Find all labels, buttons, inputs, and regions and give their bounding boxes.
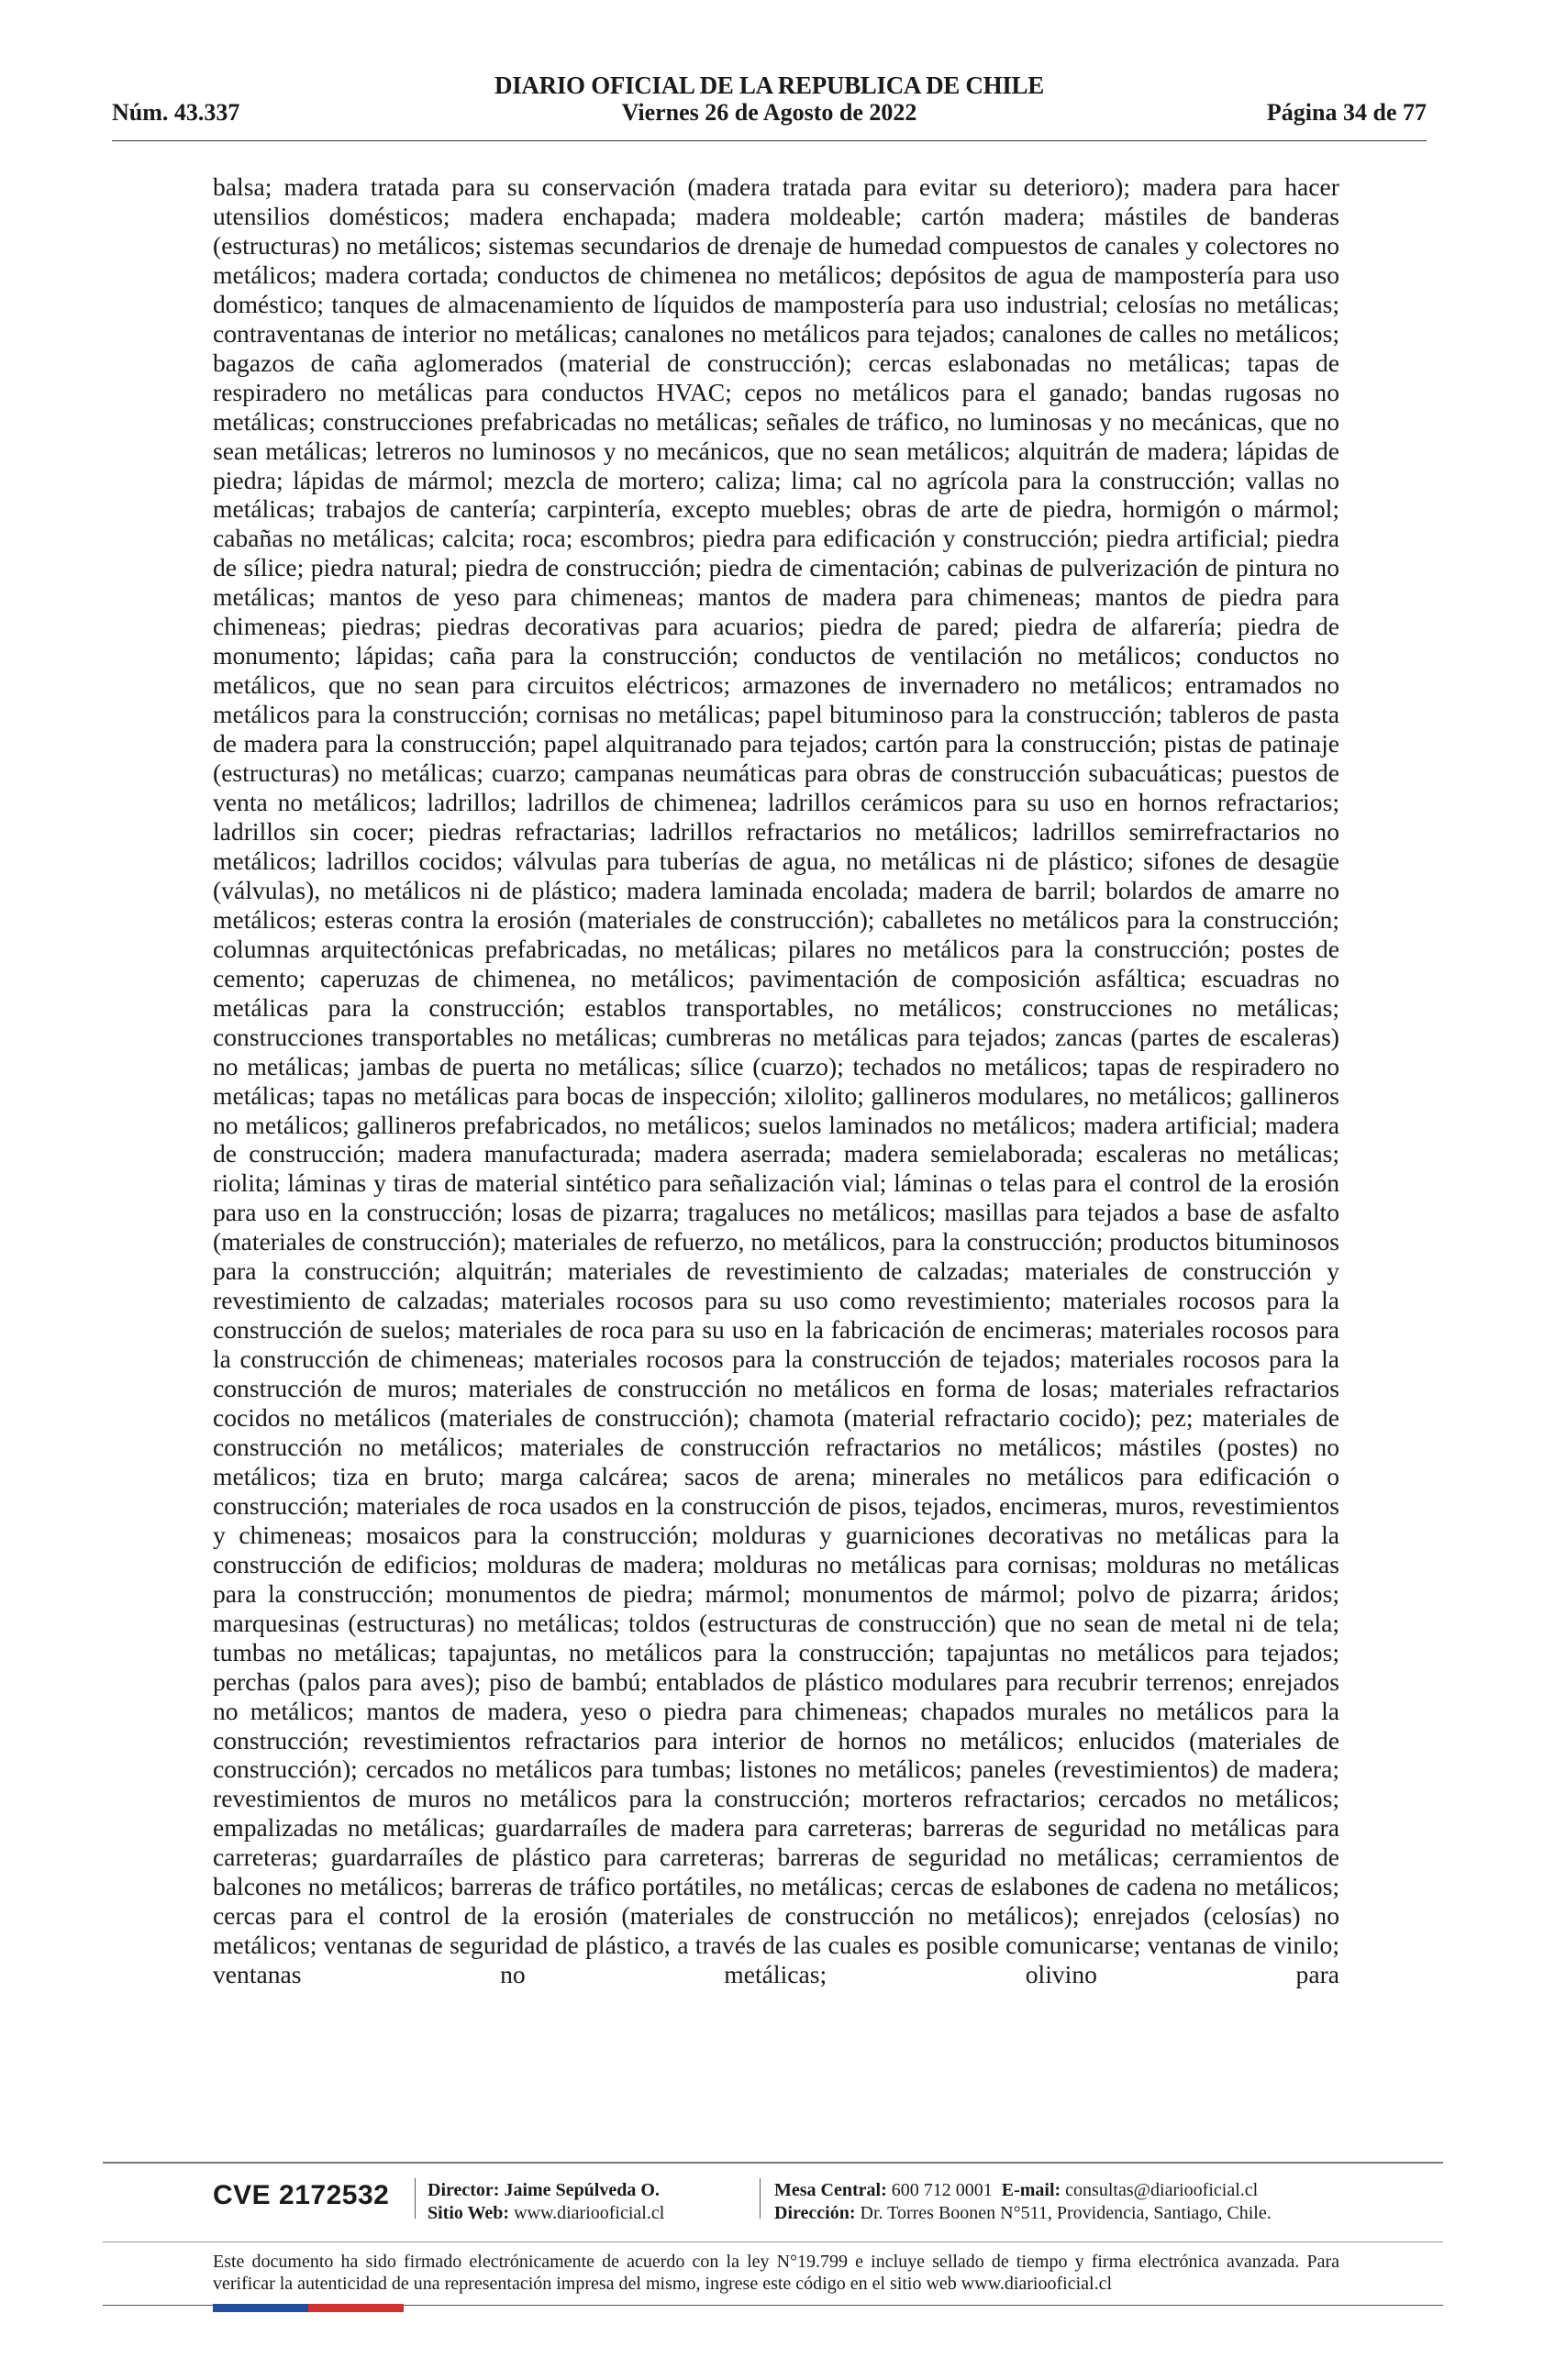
- contact-block: [774, 2179, 1272, 2225]
- footer-divider: [103, 2162, 1443, 2164]
- address-label: Dirección:: [774, 2203, 856, 2223]
- footer-separator: [415, 2178, 416, 2219]
- email-link[interactable]: consultas@diariooficial.cl: [1065, 2180, 1259, 2200]
- phone-number: 600 712 0001: [891, 2180, 993, 2200]
- flag-blue-segment: [213, 2304, 308, 2312]
- email-label: E-mail:: [1001, 2180, 1061, 2200]
- footer-separator: [760, 2178, 761, 2219]
- issue-number: Núm. 43.337: [112, 99, 240, 126]
- cve-code: CVE 2172532: [213, 2180, 390, 2210]
- page-number: Página 34 de 77: [1266, 99, 1427, 126]
- body-paragraph: balsa; madera tratada para su conservación (madera tratada para evitar su deterioro); madera para hacer utensilios domésticos; madera enchapada; madera moldeable; cartón madera; mástiles de banderas (estructuras) no metálicos; sistemas secundarios de drenaje de humedad compuestos de canales y colectores no metálicos; madera cortada; conductos de chimenea no metálicos; depósitos de agua de mampostería para uso doméstico; tanques de almacenamiento de líquidos de mampostería para uso industrial; celosías no metálicas; contraventanas de interior no metálicas; canalones no metálicos para tejados; canalones de calles no metálicos; bagazos de caña aglomerados (material de construcción); cercas eslabonadas no metálicas; tapas de respiradero no metálicas para conductos HVAC; cepos no metálicos para el ganado; bandas rugosas no metálicas; construcciones prefabricadas no metálicas; señales de tráfico, no luminosas y no mecánicas, que no sean metálicas; letreros no luminosos y no mecánicos, que no sean metálicos; alquitrán de madera; lápidas de piedra; lápidas de mármol; mezcla de mortero; caliza; lima; cal no agrícola para la construcción; vallas no metálicas; trabajos de cantería; carpintería, excepto muebles; obras de arte de piedra, hormigón o mármol; cabañas no metálicas; calcita; roca; escombros; piedra para edificación y construcción; piedra artificial; piedra de sílice; piedra natural; piedra de construcción; piedra de cimentación; cabinas de pulverización de pintura no metálicas; mantos de yeso para chimeneas; mantos de madera para chimeneas; mantos de piedra para chimeneas; piedras; piedras decorativas para acuarios; piedra de pared; piedra de alfarería; piedra de monumento; lápidas; caña para la construcción; conductos de ventilación no metálicos; conductos no metálicos, que no sean para circuitos eléctricos; armazones de invernadero no metálicos; entramados no metálicos para la construcción; cornisas no metálicas; papel bituminoso para la construcción; tableros de pasta de madera para la construcción; papel alquitranado para tejados; cartón para la construcción; pistas de patinaje (estructuras) no metálicas; cuarzo; campanas neumáticas para obras de construcción subacuáticas; puestos de venta no metálicos; ladrillos; ladrillos de chimenea; ladrillos cerámicos para su uso en hornos refractarios; ladrillos sin cocer; piedras refractarias; ladrillos refractarios no metálicos; ladrillos semirrefractarios no metálicos; ladrillos cocidos; válvulas para tuberías de agua, no metálicas ni de plástico; sifones de desagüe (válvulas), no metálicos ni de plástico; madera laminada encolada; madera de barril; bolardos de amarre no metálicos; esteras contra la erosión (materiales de construcción); caballetes no metálicos para la construcción; columnas arquitectónicas prefabricadas, no metálicas; pilares no metálicos para la construcción; postes de cemento; caperuzas de chimenea, no metálicos; pavimentación de composición asfáltica; escuadras no metálicas para la construcción; establos transportables, no metálicos; construcciones no metálicas; construcciones transportables no metálicas; cumbreras no metálicas para tejados; zancas (partes de escaleras) no metálicas; jambas de puerta no metálicas; sílice (cuarzo); techados no metálicos; tapas de respiradero no metálicas; tapas no metálicas para bocas de inspección; xilolito; gallineros modulares, no metálicos; gallineros no metálicos; gallineros prefabricados, no metálicos; suelos laminados no metálicos; madera artificial; madera de construcción; madera manufacturada; madera aserrada; madera semielaborada; escaleras no metálicas; riolita; láminas y tiras de material sintético para señalización vial; láminas o telas para el control de la erosión para uso en la construcción; losas de pizarra; tragaluces no metálicos; masillas para tejados a base de asfalto (materiales de construcción); materiales de refuerzo, no metálicos, para la construcción; productos bituminosos para la construcción; alquitrán; materiales de revestimiento de calzadas; materiales de construcción y revestimiento de calzadas; materiales rocosos para su uso como revestimiento; materiales rocosos para la construcción de suelos; materiales de roca para su uso en la fabricación de encimeras; materiales rocosos para la construcción de chimeneas; materiales rocosos para la construcción de tejados; materiales rocosos para la construcción de muros; materiales de construcción no metálicos en forma de losas; materiales refractarios cocidos no metálicos (materiales de construcción); chamota (material refractario cocido); pez; materiales de construcción no metálicos; materiales de construcción refractarios no metálicos; mástiles (postes) no metálicos; tiza en bruto; marga calcárea; sacos de arena; minerales no metálicos para edificación o construcción; materiales de roca usados en la construcción de pisos, tejados, encimeras, muros, revestimientos y chimeneas; mosaicos para la construcción; molduras y guarniciones decorativas no metálicas para la construcción de edificios; molduras de madera; molduras no metálicas para cornisas; molduras no metálicas para la construcción; monumentos de piedra; mármol; monumentos de mármol; polvo de pizarra; áridos; marquesinas (estructuras) no metálicas; toldos (estructuras de construcción) que no sean de metal ni de tela; tumbas no metálicas; tapajuntas, no metálicos para la construcción; tapajuntas no metálicos para tejados; perchas (palos para aves); piso de bambú; entablados de plástico modulares para recubrir terrenos; enrejados no metálicos; mantos de madera, yeso o piedra para chimeneas; chapados murales no metálicos para la construcción; revestimientos refractarios para interior de hornos no metálicos; enlucidos (materiales de construcción); cercados no metálicos para tumbas; listones no metálicos; paneles (revestimientos) de madera; revestimientos de muros no metálicos para la construcción; morteros refractarios; cercados no metálicos; empalizadas no metálicas; guardarraíles de madera para carreteras; barreras de seguridad no metálicas para carreteras; guardarraíles de plástico para carreteras; barreras de seguridad no metálicas; cerramientos de balcones no metálicos; barreras de tráfico portátiles, no metálicas; cercas de eslabones de cadena no metálicos; cercas para el control de la erosión (materiales de construcción no metálicos); enrejados (celosías) no metálicos; ventanas de seguridad de plástico, a través de las cuales es posible comunicarse; ventanas de vinilo; ventanas no metálicas; olivino para: [213, 172, 1339, 1989]
- website-label: Sitio Web:: [428, 2203, 510, 2223]
- website-link[interactable]: www.diariooficial.cl: [514, 2203, 665, 2223]
- legal-notice: Este documento ha sido firmado electrónicamente de acuerdo con la ley N°19.799 e incluye sellado de tiempo y firma electrónica avanzada. Para verificar la autenticidad de una representación impresa del mismo, ingrese este código en el sitio web www.diariooficial.cl: [213, 2252, 1339, 2294]
- issue-date: Viernes 26 de Agosto de 2022: [621, 99, 917, 126]
- flag-red-segment: [308, 2304, 404, 2312]
- journal-title: DIARIO OFICIAL DE LA REPUBLICA DE CHILE: [494, 72, 1044, 99]
- phone-label: Mesa Central:: [774, 2180, 887, 2200]
- page-header: [112, 72, 1427, 136]
- director-label: Director:: [428, 2180, 500, 2200]
- address-text: Dr. Torres Boonen N°511, Providencia, Santiago, Chile.: [860, 2203, 1272, 2223]
- director-name: Jaime Sepúlveda O.: [504, 2180, 660, 2200]
- header-divider: [112, 140, 1427, 141]
- director-block: [428, 2179, 664, 2225]
- flag-stripe: [213, 2304, 404, 2312]
